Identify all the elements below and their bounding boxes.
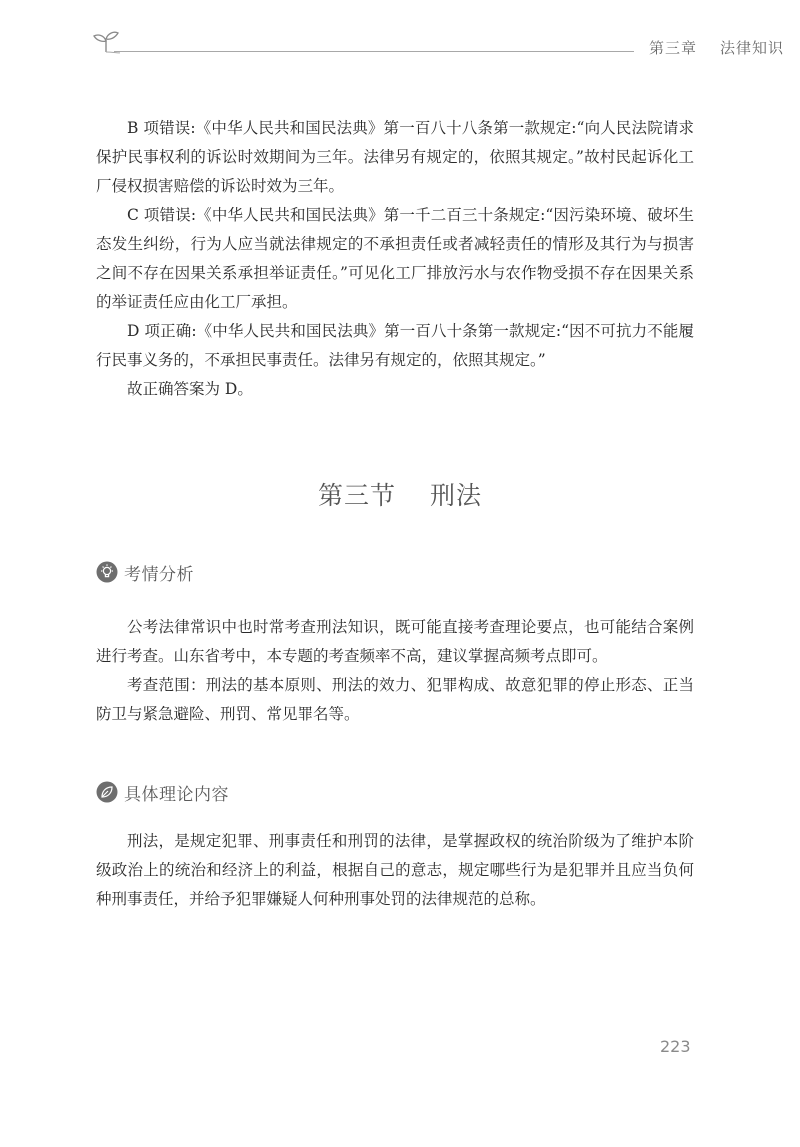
- theory-heading-label: 具体理论内容: [124, 784, 229, 805]
- analysis-scope-paragraph: 考查范围：刑法的基本原则、刑法的效力、犯罪构成、故意犯罪的停止形态、正当防卫与紧急避险、刑罚、常见罪名等。: [96, 676, 694, 723]
- header-chapter: 第三章: [649, 39, 698, 57]
- page-header: [92, 26, 785, 66]
- header-rule: [114, 51, 634, 52]
- theory-paragraph: 刑法，是规定犯罪、刑事责任和刑罚的法律，是掌握政权的统治阶级为了维护本阶级政治上的统治和经济上的利益，根据自己的意志，规定哪些行为是犯罪并且应当负何种刑事责任，并给予犯罪嫌疑人何种刑事处罚的法律规范的总称。: [96, 832, 694, 908]
- header-topic: 法律知识: [720, 39, 785, 57]
- theory-heading: [96, 779, 229, 805]
- lightbulb-icon: [96, 561, 118, 583]
- answer-explanation: [96, 114, 694, 404]
- analysis-heading: [96, 559, 194, 585]
- leaf-icon: [96, 781, 118, 803]
- paragraph-option-d: D 项正确:《中华人民共和国民法典》第一百八十条第一款规定:“因不可抗力不能履行民事义务的，不承担民事责任。法律另有规定的，依照其规定。”: [96, 322, 694, 369]
- theory-content: [96, 827, 694, 914]
- section-title: [0, 476, 800, 512]
- analysis-paragraph: 公考法律常识中也时常考查刑法知识，既可能直接考查理论要点，也可能结合案例进行考查。山东省考中，本专题的考查频率不高，建议掌握高频考点即可。: [96, 618, 694, 665]
- section-name: 刑法: [430, 481, 483, 510]
- paragraph-option-c: C 项错误:《中华人民共和国民法典》第一千二百三十条规定:“因污染环境、破坏生态发生纠纷，行为人应当就法律规定的不承担责任或者减轻责任的情形及其行为与损害之间不存在因果关系承担举证责任。”可见化工厂排放污水与农作物受损不存在因果关系的举证责任应由化工厂承担。: [96, 206, 694, 311]
- analysis-content: [96, 613, 694, 729]
- page-number: 223: [660, 1037, 691, 1056]
- paragraph-answer: 故正确答案为 D。: [127, 380, 253, 398]
- analysis-heading-label: 考情分析: [124, 564, 194, 585]
- section-number: 第三节: [317, 481, 396, 510]
- paragraph-option-b: B 项错误:《中华人民共和国民法典》第一百八十八条第一款规定:“向人民法院请求保护民事权利的诉讼时效期间为三年。法律另有规定的，依照其规定。”故村民起诉化工厂侵权损害赔偿的诉讼时效为三年。: [96, 119, 694, 195]
